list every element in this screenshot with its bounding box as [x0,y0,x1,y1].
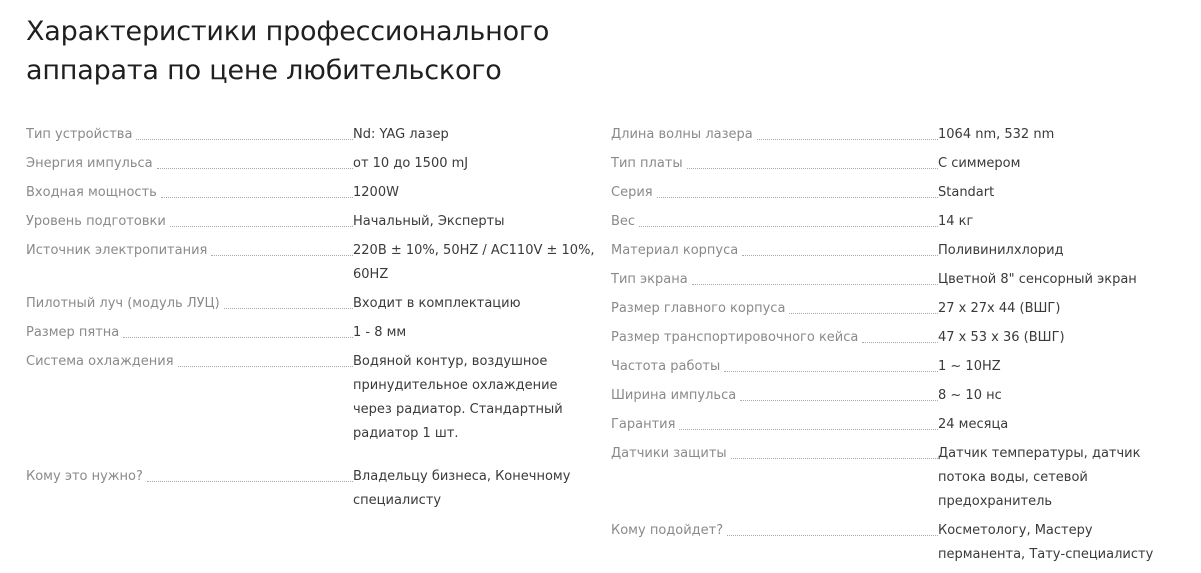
spec-row-power-supply [26,239,596,287]
spec-value: 24 месяца [938,417,1009,432]
spec-label: Ширина импульса [611,388,737,403]
dotted-leader [170,226,353,227]
spec-row-protection-sensors [611,442,1176,514]
spec-label: Частота работы [611,359,721,374]
spec-label: Кому это нужно? [26,469,143,484]
spec-label: Гарантия [611,417,676,432]
spec-label: Серия [611,185,653,200]
dotted-leader [757,139,938,140]
dotted-leader [731,458,938,459]
page-title [26,12,549,90]
spec-value: Начальный, Эксперты [353,214,505,229]
specs-right-column [611,123,1176,572]
spec-value: Nd: YAG лазер [353,127,449,142]
spec-label: Размер пятна [26,325,120,340]
spec-row-device-type [26,123,596,147]
spec-value: Входит в комплектацию [353,296,521,311]
page-title-line-1: Характеристики профессионального [26,16,550,47]
dotted-leader [742,255,938,256]
spec-value: Косметологу, Мастеру перманента, Тату-специалисту [938,523,1154,562]
spec-row-skill-level [26,210,596,234]
spec-row-main-body-size [611,297,1176,321]
dotted-leader [724,371,938,372]
spec-row-weight [611,210,1176,234]
spec-row-warranty [611,413,1176,437]
page-title-line-2: аппарата по цене любительского [26,55,502,86]
dotted-leader [692,284,938,285]
spec-row-spot-size [26,321,596,345]
spec-value: С симмером [938,156,1021,171]
spec-value: Датчик температуры, датчик потока воды, сетевой предохранитель [938,446,1141,509]
dotted-leader [687,168,938,169]
spec-label: Материал корпуса [611,243,739,258]
dotted-leader [147,481,353,482]
dotted-leader [211,255,353,256]
spec-label: Тип устройства [26,127,133,142]
spec-value: 1 - 8 мм [353,325,407,340]
spec-value: 220В ± 10%, 50HZ / AC110V ± 10%, 60HZ [353,243,595,282]
spec-row-pulse-width [611,384,1176,408]
dotted-leader [657,197,938,198]
dotted-leader [727,535,938,536]
spec-row-target-audience [26,465,596,513]
spec-row-input-power [26,181,596,205]
spec-row-wavelength [611,123,1176,147]
spec-value: 14 кг [938,214,974,229]
spec-row-cooling-system [26,350,596,446]
dotted-leader [862,342,938,343]
spec-value: 8 ~ 10 нс [938,388,1002,403]
specs-left-column [26,123,596,518]
spec-label: Вес [611,214,636,229]
spec-row-board-type [611,152,1176,176]
spec-row-body-material [611,239,1176,263]
dotted-leader [224,308,353,309]
spec-value: Владельцу бизнеса, Конечному специалисту [353,469,571,508]
dotted-leader [789,313,938,314]
spec-label: Энергия импульса [26,156,153,171]
spec-value: Поливинилхлорид [938,243,1064,258]
spec-value: Водяной контур, воздушное принудительное охлаждение через радиатор. Стандартный радиатор 1 шт. [353,354,563,441]
spec-value: 27 x 27x 44 (ВШГ) [938,301,1061,316]
dotted-leader [740,400,938,401]
spec-value: 1064 nm, 532 nm [938,127,1055,142]
spec-row-frequency [611,355,1176,379]
spec-value: от 10 до 1500 mJ [353,156,469,171]
dotted-leader [157,168,353,169]
spec-label: Уровень подготовки [26,214,166,229]
spec-row-pulse-energy [26,152,596,176]
spec-label: Система охлаждения [26,354,174,369]
spec-label: Длина волны лазера [611,127,753,142]
spec-label: Датчики защиты [611,446,727,461]
spec-label: Пилотный луч (модуль ЛУЦ) [26,296,220,311]
spec-value: Standart [938,185,995,200]
spec-label: Тип платы [611,156,683,171]
spec-label: Размер транспортировочного кейса [611,330,859,345]
spec-label: Размер главного корпуса [611,301,786,316]
spec-row-case-size [611,326,1176,350]
dotted-leader [161,197,353,198]
spec-row-screen-type [611,268,1176,292]
dotted-leader [679,429,938,430]
spec-row-pilot-beam [26,292,596,316]
spec-row-suitable-for [611,519,1176,567]
dotted-leader [136,139,353,140]
dotted-leader [123,337,353,338]
spec-value: Цветной 8" сенсорный экран [938,272,1137,287]
spec-value: 1200W [353,185,399,200]
dotted-leader [178,366,353,367]
spec-label: Входная мощность [26,185,157,200]
spec-label: Источник электропитания [26,243,208,258]
spec-value: 1 ~ 10HZ [938,359,1001,374]
spec-row-series [611,181,1176,205]
spec-label: Тип экрана [611,272,688,287]
dotted-leader [639,226,938,227]
spec-label: Кому подойдет? [611,523,724,538]
spec-value: 47 x 53 x 36 (ВШГ) [938,330,1065,345]
